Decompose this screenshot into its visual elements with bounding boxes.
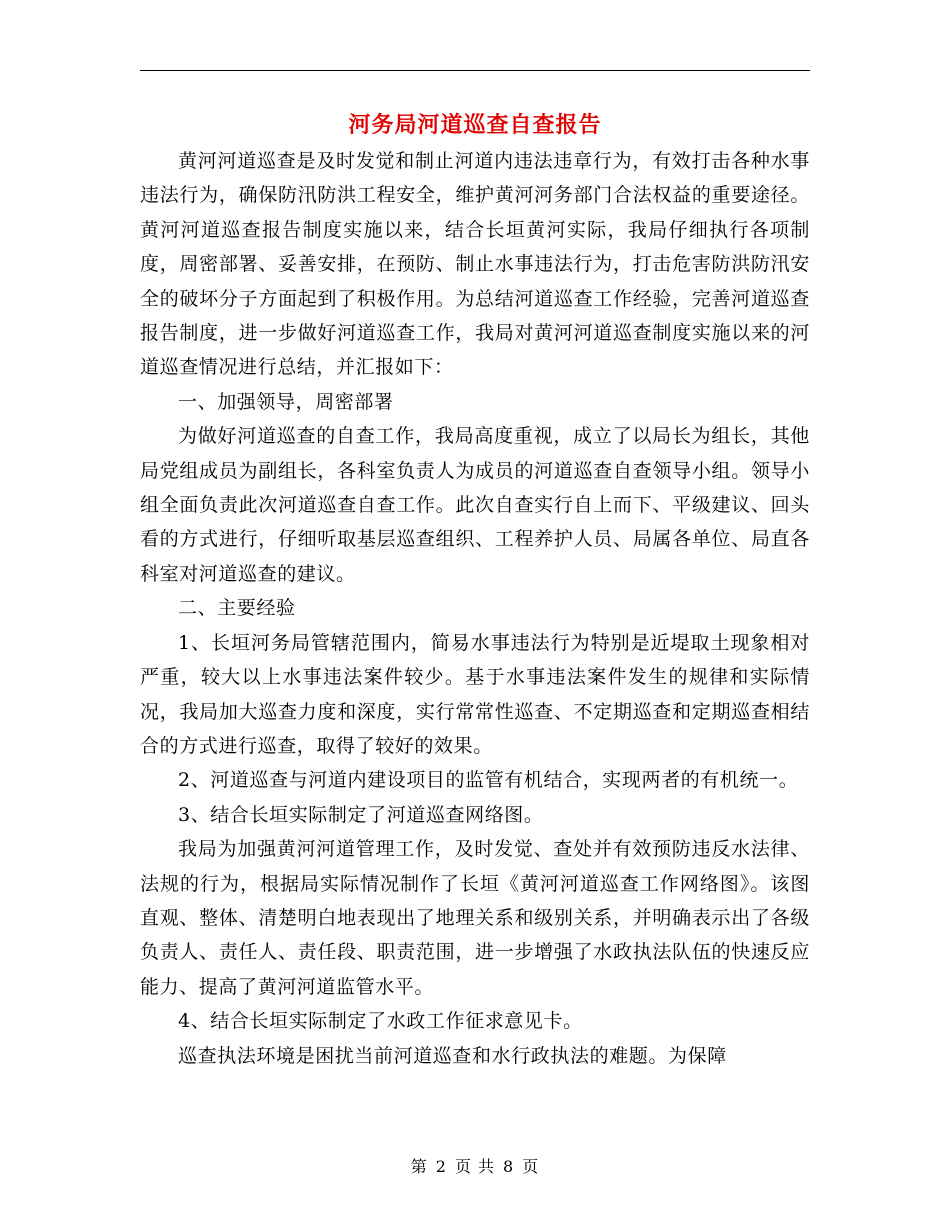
- footer-label-pre: 第: [410, 1157, 428, 1176]
- paragraph-enforcement: 巡查执法环境是困扰当前河道巡查和水行政执法的难题。为保障: [178, 1044, 727, 1067]
- total-pages: 8: [503, 1157, 515, 1176]
- document-body: [140, 144, 810, 1073]
- section-heading-1: 一、加强领导，周密部署: [178, 390, 394, 413]
- paragraph-point-3: 3、结合长垣实际制定了河道巡查网络图。: [178, 803, 544, 826]
- document-title: 河务局河道巡查自查报告: [348, 112, 602, 138]
- footer-label-mid: 页 共: [454, 1157, 496, 1176]
- paragraph-network-map: 我局为加强黄河河道管理工作，及时发觉、查处并有效预防违反水法律、法规的行为，根据局实际情况制作了长垣《黄河河道巡查工作网络图》。该图直观、整体、清楚明白地表现出了地理关系和级别关系，并明确表示出了各级负责人、责任人、责任段、职责范围，进一步增强了水政执法队伍的快速反应能力、提高了黄河河道监管水平。: [140, 838, 810, 998]
- header-rule: [140, 70, 810, 71]
- section-heading-2: 二、主要经验: [178, 597, 296, 620]
- paragraph-point-4: 4、结合长垣实际制定了水政工作征求意见卡。: [178, 1010, 583, 1033]
- page-number: 2: [435, 1157, 447, 1176]
- paragraph-point-1: 1、长垣河务局管辖范围内，简易水事违法行为特别是近堤取土现象相对严重，较大以上水事违法案件较少。基于水事违法案件发生的规律和实际情况，我局加大巡查力度和深度，实行常常性巡查、不定期巡查和定期巡查相结合的方式进行巡查，取得了较好的效果。: [140, 631, 810, 757]
- paragraph-intro: 黄河河道巡查是及时发觉和制止河道内违法违章行为，有效打击各种水事违法行为，确保防汛防洪工程安全，维护黄河河务部门合法权益的重要途径。黄河河道巡查报告制度实施以来，结合长垣黄河实际，我局仔细执行各项制度，周密部署、妥善安排，在预防、制止水事违法行为，打击危害防洪防汛安全的破坏分子方面起到了积极作用。为总结河道巡查工作经验，完善河道巡查报告制度，进一步做好河道巡查工作，我局对黄河河道巡查制度实施以来的河道巡查情况进行总结，并汇报如下：: [140, 150, 810, 379]
- page-footer: [140, 1154, 810, 1177]
- footer-label-post: 页: [522, 1157, 540, 1176]
- paragraph-point-2: 2、河道巡查与河道内建设项目的监管有机结合，实现两者的有机统一。: [178, 769, 799, 792]
- paragraph-leadership: 为做好河道巡查的自查工作，我局高度重视，成立了以局长为组长，其他局党组成员为副组长，各科室负责人为成员的河道巡查自查领导小组。领导小组全面负责此次河道巡查自查工作。此次自查实行自上而下、平级建议、回头看的方式进行，仔细听取基层巡查组织、工程养护人员、局属各单位、局直各科室对河道巡查的建议。: [140, 425, 810, 585]
